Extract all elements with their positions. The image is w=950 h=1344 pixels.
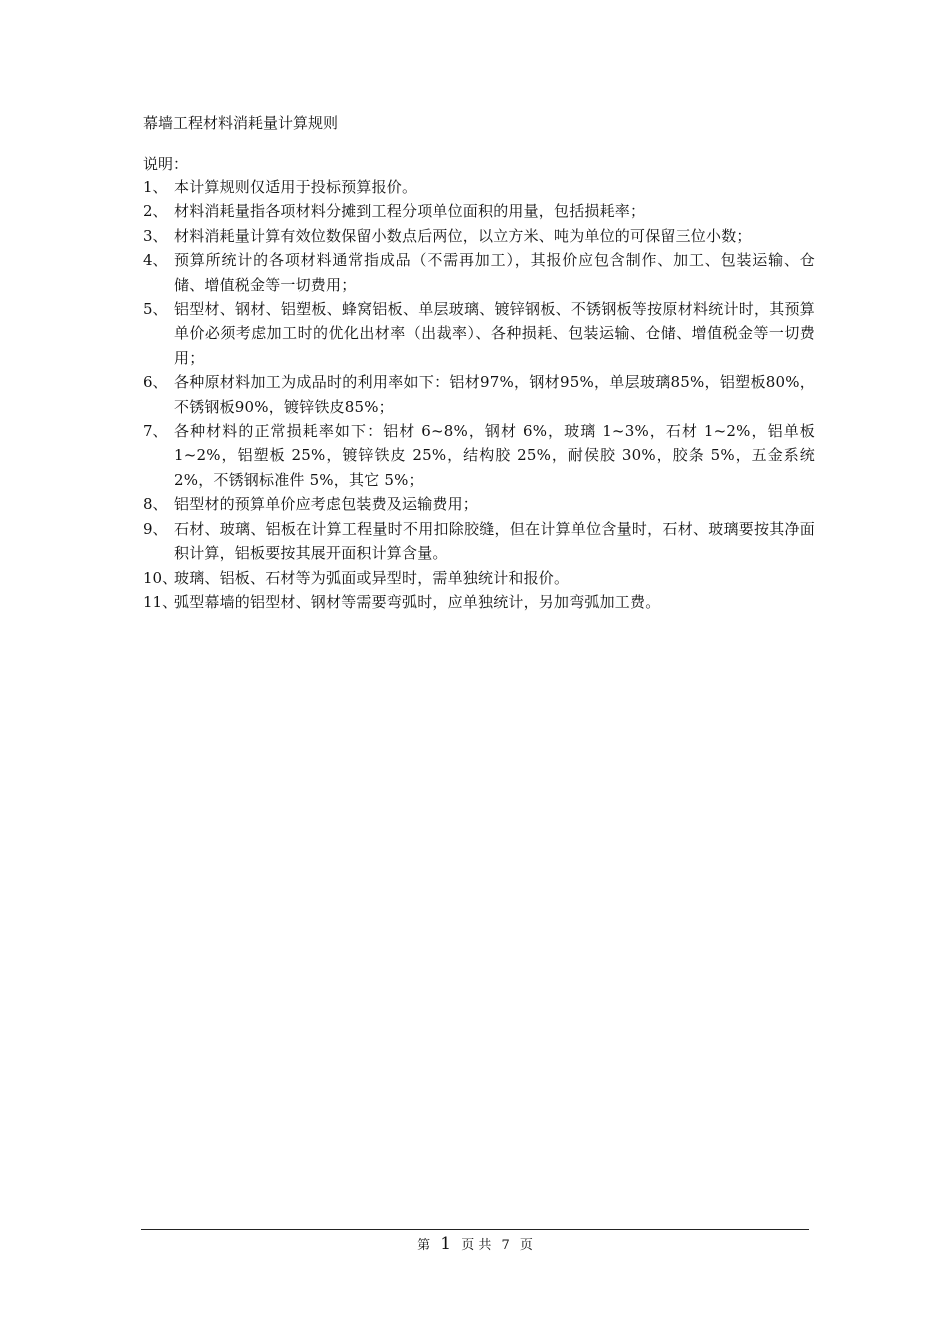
rule-item [143, 517, 815, 566]
footer-divider [141, 1229, 809, 1230]
rule-text: 预算所统计的各项材料通常指成品（不需再加工），其报价应包含制作、加工、包装运输、仓储、增值税金等一切费用； [174, 251, 815, 294]
rule-item [143, 492, 815, 516]
rule-item [143, 199, 815, 223]
rule-text: 各种材料的正常损耗率如下：铝材 6~8%，钢材 6%，玻璃 1~3%，石材 1~2%，铝单板 1~2%，铝塑板 25%，镀锌铁皮 25%，结构胶 25%，耐侯胶 30%，胶条 5%，五金系统 2%，不锈钢标准件 5%，其它 5%； [174, 422, 815, 489]
rule-number: 6、 [143, 373, 168, 392]
footer-mid: 页 共 [461, 1238, 492, 1253]
rule-number: 7、 [143, 422, 168, 441]
rule-item [143, 419, 815, 492]
intro-label: 说明： [143, 155, 189, 173]
rule-text: 材料消耗量计算有效位数保留小数点后两位，以立方米、吨为单位的可保留三位小数； [174, 226, 752, 245]
rule-number: 9、 [143, 519, 168, 538]
rule-number: 10、 [143, 568, 178, 587]
rule-text: 铝型材、钢材、铝塑板、蜂窝铝板、单层玻璃、镀锌钢板、不锈钢板等按原材料统计时，其预算单价必须考虑加工时的优化出材率（出裁率）、各种损耗、包装运输、仓储、增值税金等一切费用； [174, 300, 815, 367]
rule-number: 8、 [143, 495, 168, 514]
rule-item [143, 590, 815, 614]
rule-number: 3、 [143, 226, 168, 245]
rule-item [143, 566, 815, 590]
rule-number: 11、 [143, 592, 178, 611]
rule-text: 本计算规则仅适用于投标预算报价。 [174, 178, 418, 196]
rule-text: 各种原材料加工为成品时的利用率如下：铝材97%，钢材95%，单层玻璃85%，铝塑板80%，不锈钢板90%，镀锌铁皮85%； [174, 373, 815, 416]
rule-item [143, 175, 815, 199]
total-pages: 7 [501, 1238, 510, 1253]
rule-text: 弧型幕墙的铝型材、钢材等需要弯弧时，应单独统计，另加弯弧加工费。 [174, 592, 661, 611]
footer-prefix: 第 [417, 1238, 431, 1253]
rule-item [143, 224, 815, 248]
rule-number: 2、 [143, 202, 168, 221]
rule-text: 石材、玻璃、铝板在计算工程量时不用扣除胶缝，但在计算单位含量时，石材、玻璃要按其净面积计算，铝板要按其展开面积计算含量。 [174, 519, 815, 563]
rule-item [143, 248, 815, 297]
rule-item [143, 297, 815, 370]
rule-number: 1、 [143, 178, 168, 196]
rule-text: 玻璃、铝板、石材等为弧面或异型时，需单独统计和报价。 [174, 568, 570, 587]
rule-text: 铝型材的预算单价应考虑包装费及运输费用； [174, 495, 479, 514]
current-page-number: 1 [440, 1234, 452, 1254]
rule-text: 材料消耗量指各项材料分摊到工程分项单位面积的用量，包括损耗率； [174, 202, 646, 221]
footer-suffix: 页 [519, 1238, 533, 1253]
rule-item [143, 370, 815, 419]
rules-list [143, 175, 815, 614]
rule-number: 4、 [143, 251, 168, 270]
rule-number: 5、 [143, 300, 168, 319]
page-footer [0, 1234, 950, 1256]
document-title: 幕墙工程材料消耗量计算规则 [143, 114, 339, 132]
